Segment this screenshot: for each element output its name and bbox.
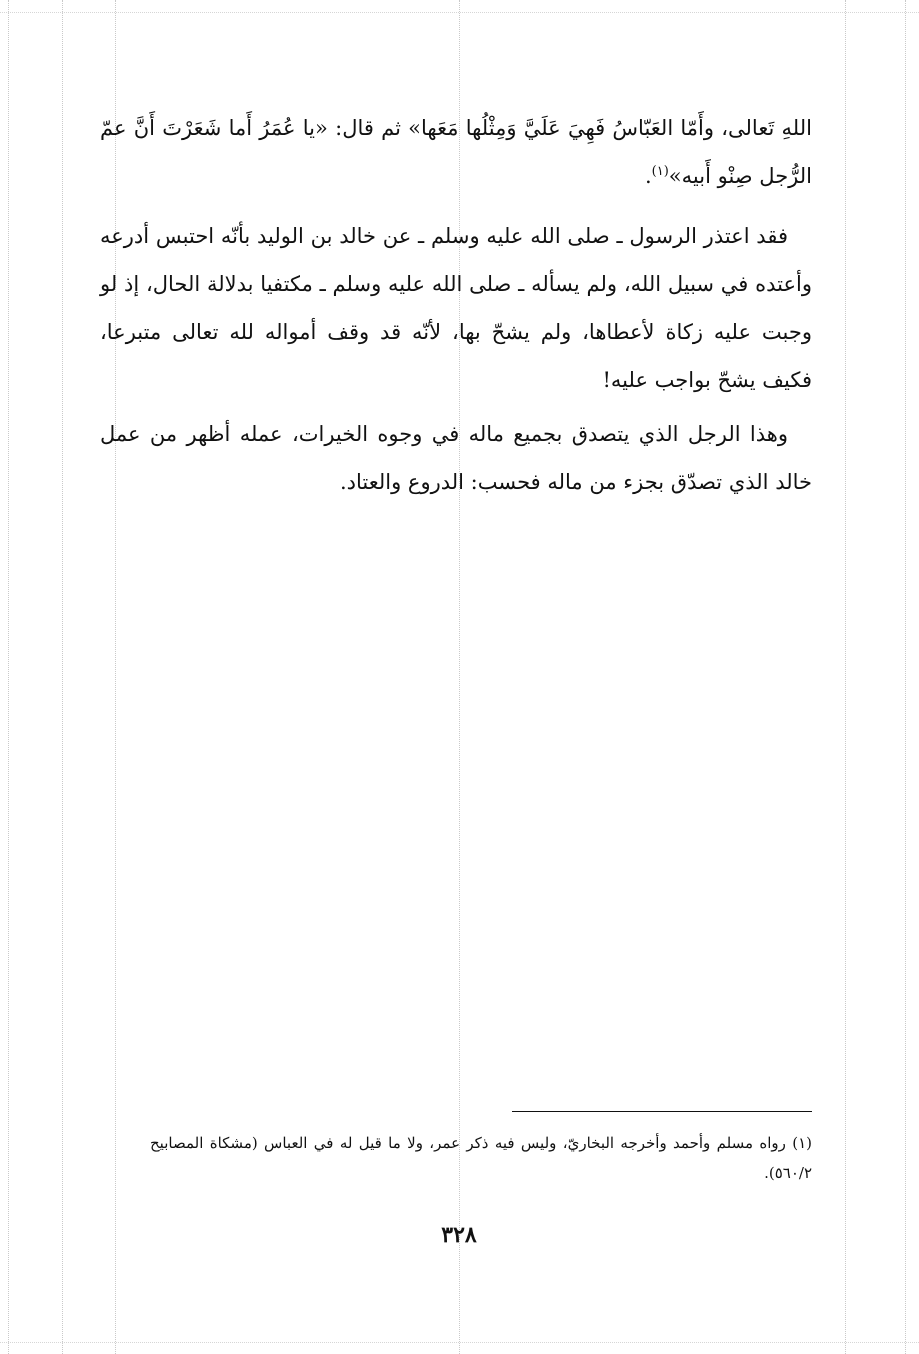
scan-guide-line xyxy=(115,0,116,1354)
paragraph-hadith-end xyxy=(100,104,812,200)
scan-guide-line xyxy=(905,0,906,1354)
scan-guide-line xyxy=(8,0,9,1354)
paragraph-khalid: فقد اعتذر الرسول ـ صلى الله عليه وسلم ـ عن خالد بن الوليد بأنّه احتبس أدرعه وأعتده في سبيل الله، ولم يسأله ـ صلى الله عليه وسلم ـ مكتفيا بدلالة الحال، إذ لو وجبت عليه زكاة لأعطاها، ولم يشحّ بها، لأنّه قد وقف أمواله لله تعالى متبرعا، فكيف يشحّ بواجب عليه! xyxy=(100,224,812,392)
footnote: (١) رواه مسلم وأحمد وأخرجه البخاريّ، وليس فيه ذكر عمر، ولا ما قيل له في العباس (مشكاة المصابيح ٥٦٠/٢). xyxy=(150,1134,812,1182)
scan-guide-line xyxy=(0,1342,919,1343)
footnote-separator xyxy=(512,1111,812,1112)
paragraph-end-mark: . xyxy=(644,164,652,188)
scan-guide-line xyxy=(0,12,919,13)
scan-guide-line xyxy=(845,0,846,1354)
paragraph-text: اللهِ تَعالى، وأَمّا العَبّاسُ فَهِيَ عَلَيَّ وَمِثْلُها مَعَها» ثم قال: «يا عُمَرُ أَما شَعَرْتَ أَنَّ عمّ الرُّجل صِنْو أَبيه» xyxy=(100,116,812,188)
page-number: ٣٢٨ xyxy=(441,1222,477,1248)
paragraph-comparison: وهذا الرجل الذي يتصدق بجميع ماله في وجوه الخيرات، عمله أظهر من عمل خالد الذي تصدّق بجزء من ماله فحسب: الدروع والعتاد. xyxy=(100,422,812,494)
scan-guide-line xyxy=(62,0,63,1354)
footnote-reference: (١) xyxy=(651,164,669,179)
